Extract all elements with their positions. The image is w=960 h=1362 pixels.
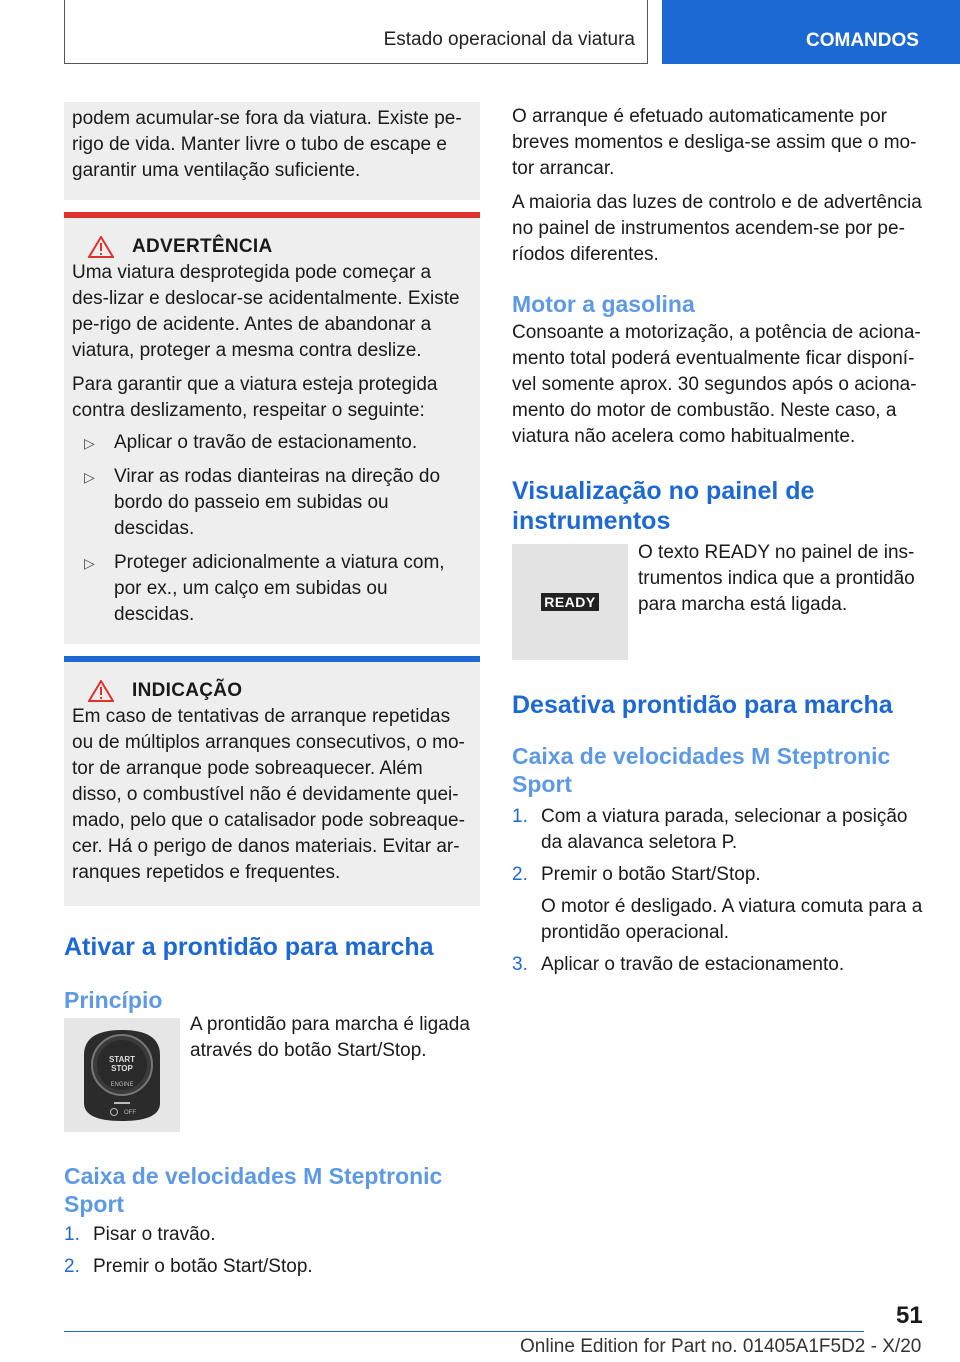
notice-box	[64, 662, 480, 906]
heading-activate: Ativar a prontidão para marcha	[64, 933, 434, 961]
display-row	[512, 544, 928, 660]
stop-label: STOP	[111, 1064, 133, 1073]
list-item: ▷ Virar as rodas dianteiras na direção do bordo do passeio em subidas ou descidas.	[72, 464, 472, 542]
off-label: OFF	[124, 1110, 136, 1116]
warning-box	[64, 218, 480, 644]
chapter-title: COMANDOS	[806, 30, 919, 51]
notice-triangle-icon	[88, 680, 114, 702]
heading-gearbox-left: Caixa de velocidades M Steptronic Sport	[64, 1163, 443, 1217]
warning-paragraph-1: Uma viatura desprotegida pode começar a des-lizar e deslocar-se acidentalmente. Existe pe-rigo de acidente. Antes de abandonar a viatura, proteger a mesma contra deslize.	[72, 262, 460, 361]
bullet-triangle-icon: ▷	[84, 469, 95, 485]
edition-text: Online Edition for Part no. 01405A1F5D2 - X/20	[520, 1336, 922, 1357]
warning-paragraph-2: Para garantir que a viatura esteja protegida contra deslizamento, respeitar o seguinte:	[72, 374, 438, 421]
heading-display: Visualização no painel de instrumentos	[512, 477, 815, 535]
list-item: 2. Premir o botão Start/Stop. O motor é desligado. A viatura comuta para a prontidão operacional.	[512, 864, 923, 943]
carryover-text: podem acumular-se fora da viatura. Existe pe-rigo de vida. Manter livre o tubo de escape e garantir uma ventilação suficiente.	[72, 108, 462, 181]
section-title: Estado operacional da viatura	[383, 29, 635, 50]
ready-indicator: READY	[541, 593, 599, 611]
list-item: 1. Com a viatura parada, selecionar a posição da alavanca seletora P.	[512, 806, 908, 853]
notice-heading	[72, 680, 472, 702]
heading-gearbox-right: Caixa de velocidades M Steptronic Sport	[512, 743, 891, 797]
footer-rule	[64, 1331, 864, 1332]
warning-triangle-icon	[88, 236, 114, 258]
list-item: ▷ Aplicar o travão de estacionamento.	[72, 430, 472, 456]
right-paragraph-1: O arranque é efetuado automaticamente por breves momentos e desliga-se assim que o mo-tor arrancar.	[512, 106, 917, 179]
engine-label: ENGINE	[110, 1082, 134, 1088]
list-item: ▷ Proteger adicionalmente a viatura com, por ex., um calço em subidas ou descidas.	[72, 550, 472, 628]
notice-title: INDICAÇÃO	[132, 680, 243, 701]
warning-list	[72, 430, 472, 628]
start-label: START	[108, 1055, 136, 1064]
display-text: O texto READY no painel de ins-trumentos indica que a prontidão para marcha está ligada.	[638, 542, 915, 615]
section-header	[64, 0, 648, 64]
start-stop-button-icon	[74, 1025, 170, 1125]
deactivate-steps	[512, 804, 928, 978]
warning-heading	[72, 236, 472, 258]
principle-text: A prontidão para marcha é ligada através do botão Start/Stop.	[190, 1014, 470, 1061]
bullet-triangle-icon: ▷	[84, 435, 95, 451]
petrol-text: Consoante a motorização, a potência de aciona-mento total poderá eventualmente ficar disponí-vel somente aprox. 30 segundos após o aciona-mento do motor de combustão. Neste caso, a viatura não acelera como habitualmente.	[512, 322, 921, 447]
notice-text: Em caso de tentativas de arranque repetidas ou de múltiplos arranques consecutivos, o mo-tor de arranque pode sobreaquecer. Além disso, o combustível não é devidamente quei-mado, pelo que o catalisador pode sobreaque-cer. Há o perigo de danos materiais. Evitar ar-ranques repetidos e frequentes.	[72, 706, 465, 883]
principle-row	[64, 1014, 480, 1132]
bullet-triangle-icon: ▷	[84, 555, 95, 571]
list-item: 1. Pisar o travão.	[64, 1224, 216, 1245]
heading-principle: Princípio	[64, 987, 163, 1013]
chapter-tab	[662, 0, 960, 64]
list-item: 2. Premir o botão Start/Stop.	[64, 1256, 313, 1277]
ready-display-image	[512, 544, 628, 660]
page-number: 51	[896, 1302, 923, 1329]
right-column	[512, 104, 928, 984]
start-stop-button-image	[64, 1018, 180, 1132]
heading-petrol: Motor a gasolina	[512, 291, 695, 317]
warning-title: ADVERTÊNCIA	[132, 236, 273, 257]
left-column	[64, 102, 480, 1286]
heading-deactivate: Desativa prontidão para marcha	[512, 691, 893, 719]
right-paragraph-2: A maioria das luzes de controlo e de advertência no painel de instrumentos acendem-se por pe-ríodos diferentes.	[512, 192, 922, 265]
activate-steps	[64, 1222, 480, 1280]
list-item: 3. Aplicar o travão de estacionamento.	[512, 954, 845, 975]
carryover-box	[64, 102, 480, 200]
